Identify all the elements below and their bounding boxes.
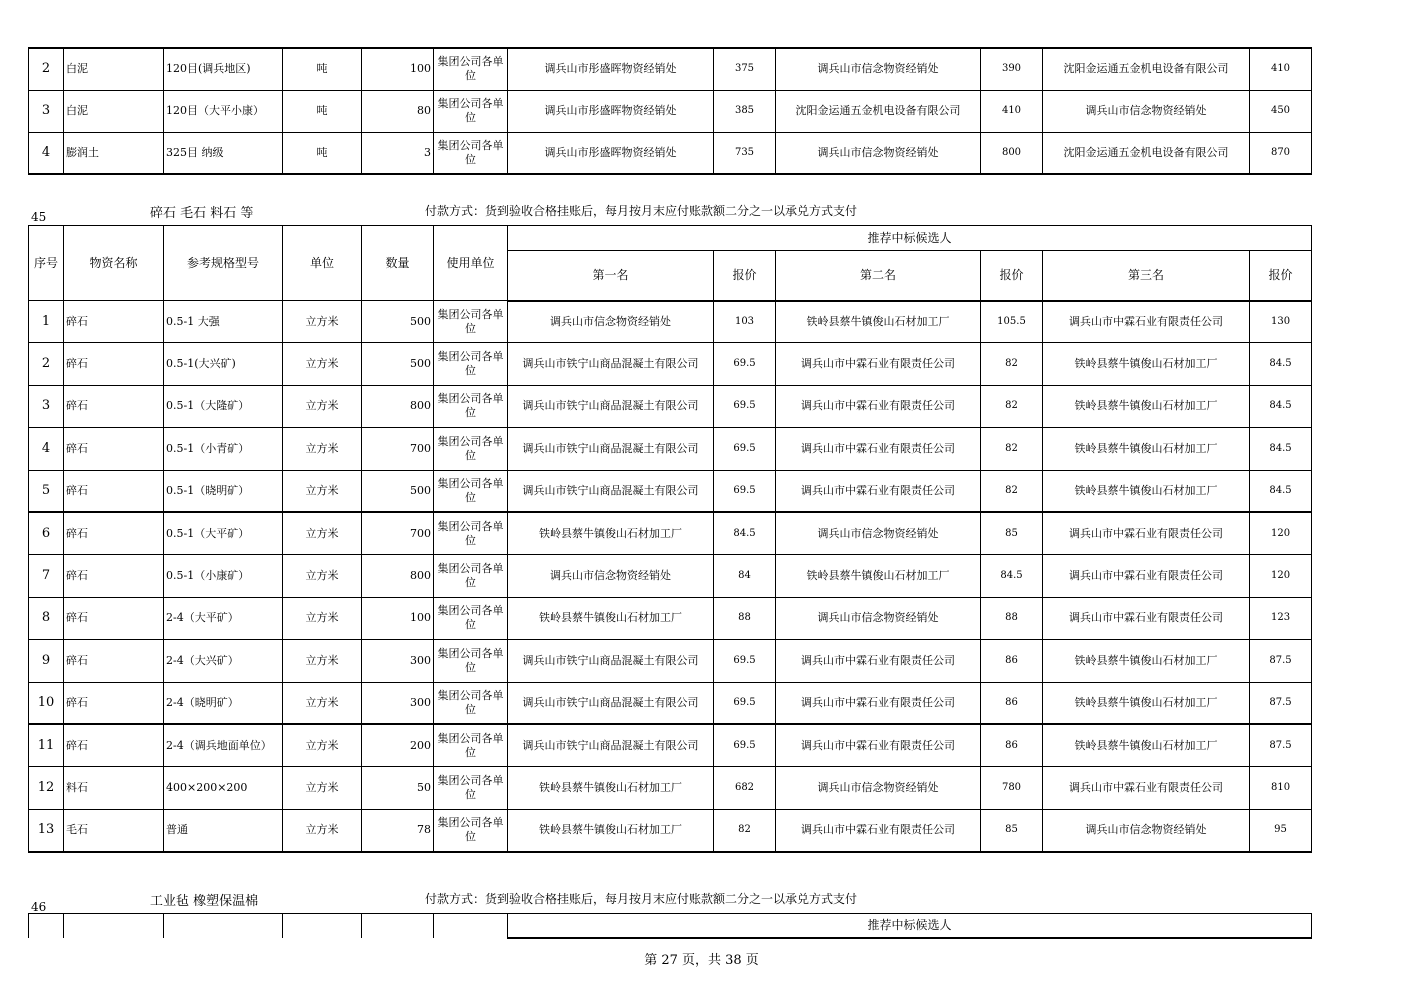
cell-third: 铁岭县蔡牛镇俊山石材加工厂	[1043, 428, 1250, 470]
cell-price-3: 87.5	[1250, 640, 1312, 682]
cell-second: 调兵山市信念物资经销处	[776, 767, 981, 809]
header-second: 第二名	[776, 251, 981, 301]
cell-first: 调兵山市彤盛晖物资经销处	[508, 48, 714, 90]
cell-seq: 2	[29, 343, 64, 385]
cell-third: 铁岭县蔡牛镇俊山石材加工厂	[1043, 343, 1250, 385]
cell-third: 铁岭县蔡牛镇俊山石材加工厂	[1043, 640, 1250, 682]
cell-name: 碎石	[64, 385, 164, 427]
header-seq: 序号	[29, 226, 64, 301]
cell-price-1: 69.5	[714, 682, 776, 724]
cell-user: 集团公司各单位	[434, 640, 508, 682]
cell-first: 调兵山市铁宁山商品混凝土有限公司	[508, 343, 714, 385]
cell-user: 集团公司各单位	[434, 682, 508, 724]
cell-spec: 0.5-1（晓明矿）	[164, 470, 283, 512]
cell-name: 白泥	[64, 48, 164, 90]
cell-price-1: 69.5	[714, 428, 776, 470]
cell-user: 集团公司各单位	[434, 597, 508, 639]
cell-spec: 2-4（调兵地面单位）	[164, 724, 283, 766]
cell-price-2: 390	[981, 48, 1043, 90]
cell-third: 铁岭县蔡牛镇俊山石材加工厂	[1043, 682, 1250, 724]
cell-second: 调兵山市中霖石业有限责任公司	[776, 385, 981, 427]
cell-first: 铁岭县蔡牛镇俊山石材加工厂	[508, 597, 714, 639]
cell-price-3: 95	[1250, 809, 1312, 851]
cell-spec: 2-4（大平矿）	[164, 597, 283, 639]
section-46-table	[28, 913, 1312, 939]
cell-qty: 700	[362, 428, 434, 470]
cell-price-1: 69.5	[714, 470, 776, 512]
cell-third: 调兵山市信念物资经销处	[1043, 90, 1250, 132]
cell-price-1: 82	[714, 809, 776, 851]
cell-price-3: 84.5	[1250, 428, 1312, 470]
section-46-number: 46	[31, 900, 47, 914]
cell-seq: 4	[29, 428, 64, 470]
header-price-2: 报价	[981, 251, 1043, 301]
cell-second: 调兵山市中霖石业有限责任公司	[776, 809, 981, 851]
cell-name: 碎石	[64, 682, 164, 724]
cell-qty: 200	[362, 724, 434, 766]
cell-spec: 120目(调兵地区)	[164, 48, 283, 90]
cell-first: 调兵山市彤盛晖物资经销处	[508, 90, 714, 132]
header-unit: 单位	[283, 226, 362, 301]
cell-qty: 300	[362, 640, 434, 682]
cell-price-2: 82	[981, 428, 1043, 470]
cell-price-3: 810	[1250, 767, 1312, 809]
cell-user: 集团公司各单位	[434, 470, 508, 512]
cell-name: 碎石	[64, 512, 164, 554]
cell-qty: 78	[362, 809, 434, 851]
cell-user: 集团公司各单位	[434, 512, 508, 554]
cell-name: 碎石	[64, 428, 164, 470]
cell-price-2: 86	[981, 724, 1043, 766]
cell-name: 碎石	[64, 555, 164, 597]
header-recommended: 推荐中标候选人	[508, 226, 1312, 251]
header-user: 使用单位	[434, 226, 508, 301]
cell-second: 沈阳金运通五金机电设备有限公司	[776, 90, 981, 132]
cell-third: 铁岭县蔡牛镇俊山石材加工厂	[1043, 385, 1250, 427]
section-45-table	[28, 225, 1312, 853]
cell-price-1: 69.5	[714, 385, 776, 427]
cell-spec: 2-4（晓明矿）	[164, 682, 283, 724]
cell-third: 调兵山市中霖石业有限责任公司	[1043, 767, 1250, 809]
cell-spec: 0.5-1（大平矿）	[164, 512, 283, 554]
table-row	[29, 597, 1312, 639]
cell-qty: 700	[362, 512, 434, 554]
cell-user: 集团公司各单位	[434, 132, 508, 174]
cell-spec: 325目 纳级	[164, 132, 283, 174]
cell-spec: 0.5-1（小青矿）	[164, 428, 283, 470]
cell-price-3: 123	[1250, 597, 1312, 639]
cell-unit: 吨	[283, 132, 362, 174]
cell-second: 调兵山市中霖石业有限责任公司	[776, 470, 981, 512]
table-row	[29, 48, 1312, 90]
cell-price-1: 103	[714, 301, 776, 343]
header-spec: 参考规格型号	[164, 226, 283, 301]
cell-unit: 立方米	[283, 767, 362, 809]
cell-unit: 立方米	[283, 682, 362, 724]
cell-second: 调兵山市信念物资经销处	[776, 512, 981, 554]
cell-second: 铁岭县蔡牛镇俊山石材加工厂	[776, 301, 981, 343]
cell-unit: 立方米	[283, 470, 362, 512]
cell-second: 调兵山市信念物资经销处	[776, 48, 981, 90]
cell-price-1: 84	[714, 555, 776, 597]
cell-price-3: 120	[1250, 555, 1312, 597]
page-footer: 第 27 页，共 38 页	[644, 953, 759, 968]
table-row	[29, 385, 1312, 427]
cell-second: 调兵山市中霖石业有限责任公司	[776, 640, 981, 682]
cell-qty: 500	[362, 470, 434, 512]
cell-first: 调兵山市铁宁山商品混凝土有限公司	[508, 470, 714, 512]
cell-price-1: 69.5	[714, 640, 776, 682]
cell-name: 碎石	[64, 301, 164, 343]
cell-second: 调兵山市中霖石业有限责任公司	[776, 428, 981, 470]
cell-unit: 立方米	[283, 301, 362, 343]
cell-third: 沈阳金运通五金机电设备有限公司	[1043, 48, 1250, 90]
cell-user: 集团公司各单位	[434, 385, 508, 427]
cell-price-3: 410	[1250, 48, 1312, 90]
cell-user: 集团公司各单位	[434, 90, 508, 132]
cell-seq: 9	[29, 640, 64, 682]
section-45-number: 45	[31, 210, 47, 224]
header-price-3: 报价	[1250, 251, 1312, 301]
cell-third: 调兵山市信念物资经销处	[1043, 809, 1250, 851]
cell-user: 集团公司各单位	[434, 767, 508, 809]
cell-price-2: 780	[981, 767, 1043, 809]
cell-first: 铁岭县蔡牛镇俊山石材加工厂	[508, 767, 714, 809]
table-row	[29, 470, 1312, 512]
cell-qty: 800	[362, 385, 434, 427]
cell-price-2: 88	[981, 597, 1043, 639]
cell-name: 料石	[64, 767, 164, 809]
cell-price-3: 84.5	[1250, 385, 1312, 427]
cell-third: 铁岭县蔡牛镇俊山石材加工厂	[1043, 470, 1250, 512]
cell-second: 调兵山市中霖石业有限责任公司	[776, 724, 981, 766]
header-price-1: 报价	[714, 251, 776, 301]
section-46-header-recommended: 推荐中标候选人	[508, 914, 1312, 938]
cell-seq: 7	[29, 555, 64, 597]
cell-spec: 0.5-1 大强	[164, 301, 283, 343]
cell-spec: 0.5-1(大兴矿)	[164, 343, 283, 385]
cell-price-2: 85	[981, 809, 1043, 851]
cell-seq: 5	[29, 470, 64, 512]
cell-name: 碎石	[64, 343, 164, 385]
cell-qty: 80	[362, 90, 434, 132]
cell-price-1: 69.5	[714, 343, 776, 385]
cell-spec: 2-4（大兴矿）	[164, 640, 283, 682]
cell-third: 调兵山市中霖石业有限责任公司	[1043, 512, 1250, 554]
header-third: 第三名	[1043, 251, 1250, 301]
cell-qty: 300	[362, 682, 434, 724]
cell-price-2: 86	[981, 682, 1043, 724]
cell-spec: 120目（大平小康）	[164, 90, 283, 132]
cell-seq: 10	[29, 682, 64, 724]
cell-price-2: 82	[981, 385, 1043, 427]
cell-second: 调兵山市中霖石业有限责任公司	[776, 682, 981, 724]
cell-seq: 4	[29, 132, 64, 174]
cell-third: 调兵山市中霖石业有限责任公司	[1043, 555, 1250, 597]
cell-name: 膨润土	[64, 132, 164, 174]
header-name: 物资名称	[64, 226, 164, 301]
cell-first: 调兵山市铁宁山商品混凝土有限公司	[508, 682, 714, 724]
section-46-payment: 付款方式：货到验收合格挂账后，每月按月末应付账款额二分之一以承兑方式支付	[425, 892, 858, 906]
cell-unit: 立方米	[283, 640, 362, 682]
cell-price-1: 375	[714, 48, 776, 90]
cell-unit: 立方米	[283, 512, 362, 554]
cell-third: 调兵山市中霖石业有限责任公司	[1043, 301, 1250, 343]
cell-price-2: 84.5	[981, 555, 1043, 597]
cell-unit: 立方米	[283, 428, 362, 470]
cell-seq: 2	[29, 48, 64, 90]
cell-user: 集团公司各单位	[434, 301, 508, 343]
cell-qty: 800	[362, 555, 434, 597]
cell-unit: 立方米	[283, 597, 362, 639]
cell-first: 调兵山市信念物资经销处	[508, 301, 714, 343]
cell-first: 调兵山市彤盛晖物资经销处	[508, 132, 714, 174]
section-45-title: 碎石 毛石 料石 等	[150, 206, 254, 221]
cell-name: 碎石	[64, 470, 164, 512]
cell-unit: 立方米	[283, 343, 362, 385]
cell-seq: 8	[29, 597, 64, 639]
cell-spec: 0.5-1（大隆矿）	[164, 385, 283, 427]
cell-price-3: 130	[1250, 301, 1312, 343]
table-row	[29, 555, 1312, 597]
cell-price-3: 87.5	[1250, 724, 1312, 766]
cell-second: 铁岭县蔡牛镇俊山石材加工厂	[776, 555, 981, 597]
cell-seq: 6	[29, 512, 64, 554]
cell-unit: 立方米	[283, 385, 362, 427]
table-row	[29, 724, 1312, 766]
cell-user: 集团公司各单位	[434, 428, 508, 470]
cell-first: 调兵山市信念物资经销处	[508, 555, 714, 597]
cell-qty: 50	[362, 767, 434, 809]
cell-spec: 400×200×200	[164, 767, 283, 809]
table-row	[29, 301, 1312, 343]
cell-price-3: 84.5	[1250, 343, 1312, 385]
cell-first: 铁岭县蔡牛镇俊山石材加工厂	[508, 512, 714, 554]
cell-price-3: 120	[1250, 512, 1312, 554]
cell-third: 调兵山市中霖石业有限责任公司	[1043, 597, 1250, 639]
cell-user: 集团公司各单位	[434, 724, 508, 766]
table-row	[29, 640, 1312, 682]
cell-first: 调兵山市铁宁山商品混凝土有限公司	[508, 640, 714, 682]
cell-price-1: 682	[714, 767, 776, 809]
cell-qty: 500	[362, 343, 434, 385]
cell-spec: 普通	[164, 809, 283, 851]
cell-third: 铁岭县蔡牛镇俊山石材加工厂	[1043, 724, 1250, 766]
cell-seq: 13	[29, 809, 64, 851]
cell-user: 集团公司各单位	[434, 48, 508, 90]
cell-unit: 立方米	[283, 724, 362, 766]
top-table	[28, 47, 1312, 175]
cell-name: 毛石	[64, 809, 164, 851]
cell-price-2: 86	[981, 640, 1043, 682]
cell-second: 调兵山市信念物资经销处	[776, 597, 981, 639]
cell-seq: 1	[29, 301, 64, 343]
cell-third: 沈阳金运通五金机电设备有限公司	[1043, 132, 1250, 174]
table-row	[29, 682, 1312, 724]
cell-price-2: 85	[981, 512, 1043, 554]
table-row	[29, 132, 1312, 174]
cell-second: 调兵山市信念物资经销处	[776, 132, 981, 174]
cell-qty: 3	[362, 132, 434, 174]
cell-price-3: 84.5	[1250, 470, 1312, 512]
cell-price-3: 87.5	[1250, 682, 1312, 724]
cell-seq: 3	[29, 385, 64, 427]
section-45-payment: 付款方式：货到验收合格挂账后，每月按月末应付账款额二分之一以承兑方式支付	[425, 204, 858, 218]
cell-price-1: 69.5	[714, 724, 776, 766]
cell-seq: 11	[29, 724, 64, 766]
table-row	[29, 90, 1312, 132]
table-row	[29, 512, 1312, 554]
cell-price-1: 84.5	[714, 512, 776, 554]
cell-unit: 立方米	[283, 555, 362, 597]
cell-first: 调兵山市铁宁山商品混凝土有限公司	[508, 385, 714, 427]
cell-name: 碎石	[64, 597, 164, 639]
header-first: 第一名	[508, 251, 714, 301]
table-row	[29, 343, 1312, 385]
section-46-title: 工业毡 橡塑保温棉	[150, 894, 259, 909]
cell-spec: 0.5-1（小康矿）	[164, 555, 283, 597]
cell-user: 集团公司各单位	[434, 343, 508, 385]
cell-first: 铁岭县蔡牛镇俊山石材加工厂	[508, 809, 714, 851]
header-qty: 数量	[362, 226, 434, 301]
cell-unit: 吨	[283, 48, 362, 90]
cell-qty: 100	[362, 48, 434, 90]
cell-second: 调兵山市中霖石业有限责任公司	[776, 343, 981, 385]
cell-price-2: 105.5	[981, 301, 1043, 343]
cell-user: 集团公司各单位	[434, 555, 508, 597]
cell-price-1: 385	[714, 90, 776, 132]
cell-seq: 12	[29, 767, 64, 809]
cell-qty: 500	[362, 301, 434, 343]
table-row	[29, 428, 1312, 470]
cell-name: 白泥	[64, 90, 164, 132]
cell-price-3: 450	[1250, 90, 1312, 132]
table-row	[29, 767, 1312, 809]
cell-price-2: 800	[981, 132, 1043, 174]
cell-user: 集团公司各单位	[434, 809, 508, 851]
cell-price-2: 82	[981, 470, 1043, 512]
cell-price-1: 735	[714, 132, 776, 174]
cell-first: 调兵山市铁宁山商品混凝土有限公司	[508, 724, 714, 766]
cell-name: 碎石	[64, 640, 164, 682]
cell-price-1: 88	[714, 597, 776, 639]
cell-price-2: 410	[981, 90, 1043, 132]
cell-unit: 吨	[283, 90, 362, 132]
cell-price-2: 82	[981, 343, 1043, 385]
cell-seq: 3	[29, 90, 64, 132]
cell-qty: 100	[362, 597, 434, 639]
cell-unit: 立方米	[283, 809, 362, 851]
table-row	[29, 809, 1312, 851]
cell-name: 碎石	[64, 724, 164, 766]
cell-price-3: 870	[1250, 132, 1312, 174]
cell-first: 调兵山市铁宁山商品混凝土有限公司	[508, 428, 714, 470]
